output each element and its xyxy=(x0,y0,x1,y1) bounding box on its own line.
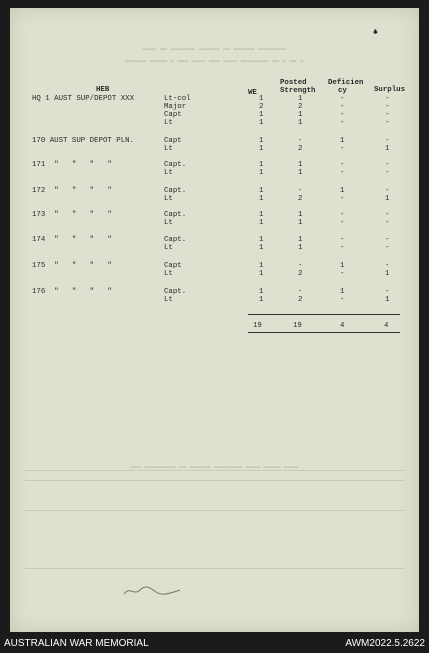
cell-posted: - xyxy=(298,137,303,145)
cell-deficiency: - xyxy=(340,219,345,227)
cell-deficiency: - xyxy=(340,111,345,119)
cell-rank: Major xyxy=(164,103,187,111)
cell-surplus: - xyxy=(385,119,390,127)
cell-deficiency: - xyxy=(340,270,345,278)
cell-unit: 175 " " " " xyxy=(32,262,112,270)
cell-unit: 171 " " " " xyxy=(32,161,112,169)
cell-surplus: - xyxy=(385,161,390,169)
cell-deficiency: - xyxy=(340,103,345,111)
cell-deficiency: - xyxy=(340,236,345,244)
cell-rank: Lt xyxy=(164,195,173,203)
cell-surplus: - xyxy=(385,244,390,252)
cell-rank: Lt xyxy=(164,169,173,177)
cell-surplus: - xyxy=(385,95,390,103)
cell-we: 1 xyxy=(259,137,264,145)
cell-posted: - xyxy=(298,262,303,270)
cell-we: 1 xyxy=(259,296,264,304)
faded-subheading: ▬▬▬▬▬▬ ▬▬▬▬▬ ▬ ▬▬▬ ▬▬▬▬ ▬▬▬ ▬▬▬▬ ▬▬▬▬▬▬▬▬ ▬▬ ▬ ▬▬ ▬ xyxy=(125,58,304,64)
cell-rank: Capt xyxy=(164,262,182,270)
cell-deficiency: 1 xyxy=(340,137,345,145)
cell-posted: 2 xyxy=(298,296,303,304)
cell-deficiency: - xyxy=(340,119,345,127)
cell-rank: Lt xyxy=(164,270,173,278)
cell-deficiency: - xyxy=(340,244,345,252)
totals-rule-top xyxy=(248,314,400,315)
faded-heading: ▬▬▬▬ ▬▬ ▬▬▬▬▬▬▬ ▬▬▬▬▬▬ ▬▬ ▬▬▬▬▬▬ ▬▬▬▬▬▬▬▬ xyxy=(142,46,287,52)
cell-surplus: - xyxy=(385,219,390,227)
cell-unit: 174 " " " " xyxy=(32,236,112,244)
header-surplus: Surplus xyxy=(374,86,406,94)
cell-we: 1 xyxy=(259,195,264,203)
cell-rank: Capt. xyxy=(164,161,187,169)
header-we: WE xyxy=(248,89,257,97)
cell-we: 1 xyxy=(259,111,264,119)
faded-rule xyxy=(24,568,405,569)
cell-posted: - xyxy=(298,288,303,296)
signature xyxy=(122,584,182,600)
cell-posted: 1 xyxy=(298,95,303,103)
cell-rank: Capt xyxy=(164,137,182,145)
cell-rank: Lt xyxy=(164,145,173,153)
cell-posted: 2 xyxy=(298,145,303,153)
cell-we: 1 xyxy=(259,161,264,169)
cell-deficiency: - xyxy=(340,95,345,103)
cell-we: 1 xyxy=(259,236,264,244)
header-deficiency-1: Deficien xyxy=(328,79,364,87)
cell-rank: Capt. xyxy=(164,211,187,219)
cell-surplus: 1 xyxy=(385,270,390,278)
cell-deficiency: - xyxy=(340,296,345,304)
cell-rank: Lt-col xyxy=(164,95,191,103)
cell-unit: 170 AUST SUP DEPOT PLN. xyxy=(32,137,135,145)
cell-we: 1 xyxy=(259,169,264,177)
cell-rank: Lt xyxy=(164,119,173,127)
cell-we: 1 xyxy=(259,262,264,270)
cell-rank: Lt xyxy=(164,244,173,252)
cell-deficiency: - xyxy=(340,145,345,153)
faded-rule xyxy=(24,480,405,481)
faded-rule xyxy=(24,510,405,511)
cell-we: 1 xyxy=(259,145,264,153)
header-unit: HEB xyxy=(96,86,110,94)
cell-unit: 173 " " " " xyxy=(32,211,112,219)
cell-rank: Lt xyxy=(164,296,173,304)
cell-unit: HQ 1 AUST SUP/DEPOT XXX xyxy=(32,95,135,103)
cell-surplus: - xyxy=(385,169,390,177)
cell-deficiency: 1 xyxy=(340,288,345,296)
faded-rule xyxy=(24,470,405,471)
cell-posted: - xyxy=(298,187,303,195)
cell-surplus: 1 xyxy=(385,195,390,203)
faded-section-heading: ▬▬▬ ▬▬▬▬▬▬▬▬▬ ▬▬ ▬▬▬▬▬▬ ▬▬▬▬▬▬▬▬ ▬▬▬▬ ▬▬▬▬▬ ▬▬▬▬ xyxy=(130,464,299,470)
cell-surplus: 1 xyxy=(385,145,390,153)
totals-rule-bottom xyxy=(248,332,400,333)
signature-scribble xyxy=(122,584,182,598)
cell-posted: 1 xyxy=(298,244,303,252)
cell-rank: Lt xyxy=(164,219,173,227)
cell-unit: 176 " " " " xyxy=(32,288,112,296)
header-posted-1: Posted xyxy=(280,79,307,87)
cell-we: 1 xyxy=(259,211,264,219)
cell-we: 2 xyxy=(259,103,264,111)
cell-deficiency: - xyxy=(340,195,345,203)
cell-posted: 1 xyxy=(298,111,303,119)
cell-posted: 2 xyxy=(298,103,303,111)
total-we: 19 xyxy=(253,322,262,330)
pencil-mark: ♣ xyxy=(373,28,378,37)
cell-we: 1 xyxy=(259,244,264,252)
header-deficiency-2: cy xyxy=(338,87,347,95)
cell-posted: 1 xyxy=(298,211,303,219)
cell-surplus: - xyxy=(385,262,390,270)
total-deficiency: 4 xyxy=(340,322,345,330)
cell-deficiency: 1 xyxy=(340,187,345,195)
cell-posted: 1 xyxy=(298,236,303,244)
cell-unit: 172 " " " " xyxy=(32,187,112,195)
cell-we: 1 xyxy=(259,270,264,278)
total-posted: 19 xyxy=(293,322,302,330)
cell-surplus: - xyxy=(385,103,390,111)
cell-surplus: - xyxy=(385,137,390,145)
cell-rank: Capt. xyxy=(164,236,187,244)
cell-surplus: - xyxy=(385,236,390,244)
cell-deficiency: 1 xyxy=(340,262,345,270)
cell-rank: Capt. xyxy=(164,288,187,296)
cell-deficiency: - xyxy=(340,169,345,177)
cell-posted: 1 xyxy=(298,161,303,169)
cell-rank: Capt xyxy=(164,111,182,119)
cell-deficiency: - xyxy=(340,211,345,219)
cell-posted: 1 xyxy=(298,169,303,177)
cell-deficiency: - xyxy=(340,161,345,169)
header-posted-2: Strength xyxy=(280,87,316,95)
footer-institution: AUSTRALIAN WAR MEMORIAL xyxy=(4,638,149,649)
cell-surplus: - xyxy=(385,211,390,219)
cell-posted: 1 xyxy=(298,119,303,127)
cell-we: 1 xyxy=(259,187,264,195)
cell-we: 1 xyxy=(259,119,264,127)
cell-we: 1 xyxy=(259,95,264,103)
total-surplus: 4 xyxy=(384,322,389,330)
cell-surplus: - xyxy=(385,187,390,195)
cell-surplus: - xyxy=(385,111,390,119)
cell-we: 1 xyxy=(259,288,264,296)
cell-posted: 2 xyxy=(298,195,303,203)
cell-posted: 1 xyxy=(298,219,303,227)
cell-surplus: 1 xyxy=(385,296,390,304)
cell-surplus: - xyxy=(385,288,390,296)
cell-we: 1 xyxy=(259,219,264,227)
footer-reference: AWM2022.5.2622 xyxy=(345,638,425,649)
cell-rank: Capt. xyxy=(164,187,187,195)
cell-posted: 2 xyxy=(298,270,303,278)
